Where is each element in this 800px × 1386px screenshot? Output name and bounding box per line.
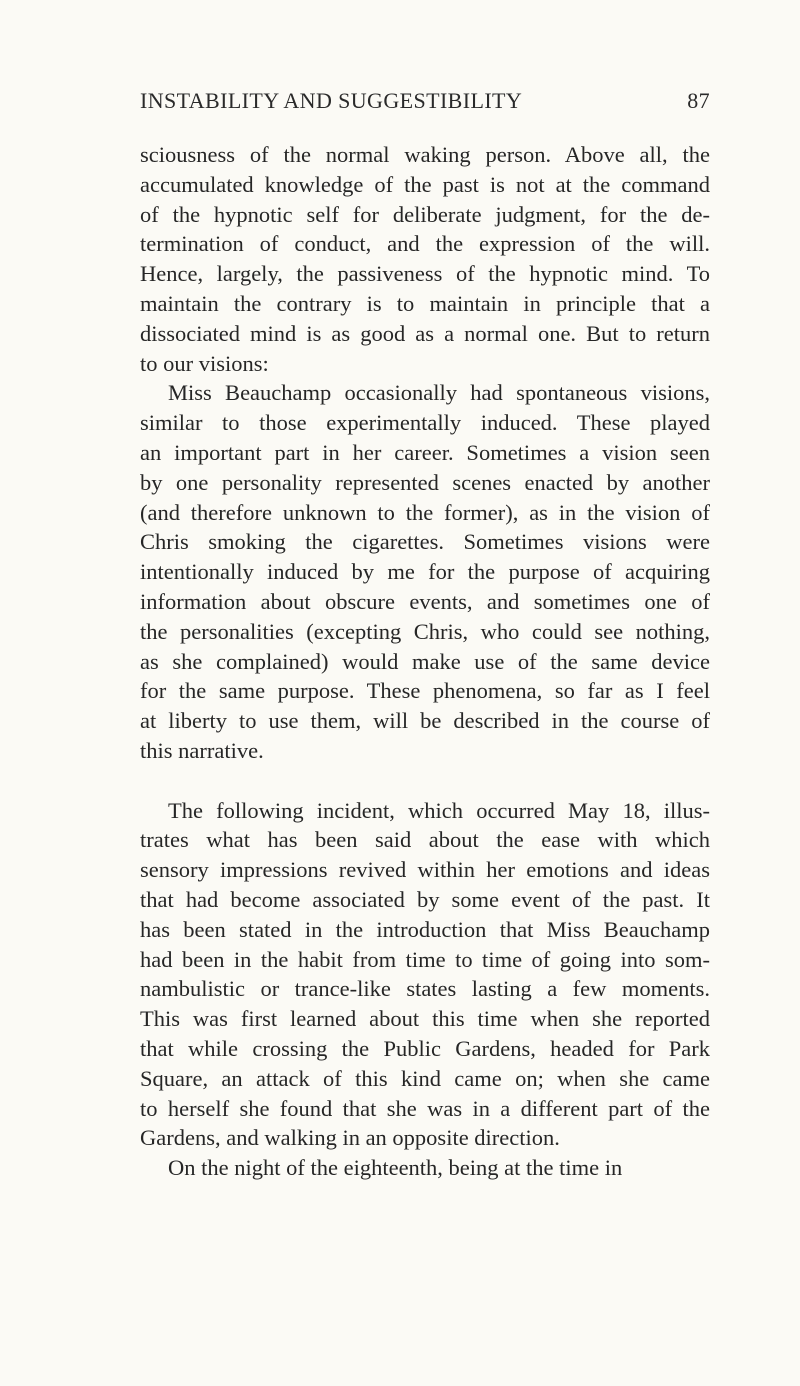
paragraph-gap bbox=[140, 766, 710, 796]
paragraph bbox=[140, 140, 710, 378]
body-text bbox=[140, 140, 710, 1183]
text-line: at liberty to use them, will be described in the course of bbox=[140, 708, 710, 734]
text-line: to our visions: bbox=[140, 350, 269, 376]
text-line: Miss Beauchamp occasionally had spontaneous visions, bbox=[168, 380, 710, 406]
text-line: sensory impressions revived within her emotions and ideas bbox=[140, 857, 710, 883]
text-line: that while crossing the Public Gardens, headed for Park bbox=[140, 1035, 710, 1061]
text-line: had been in the habit from time to time of going into som- bbox=[140, 946, 710, 972]
text-line: Square, an attack of this kind came on; when she came bbox=[140, 1065, 710, 1091]
text-line: accumulated knowledge of the past is not at the command bbox=[140, 171, 710, 197]
text-line: as she complained) would make use of the same device bbox=[140, 648, 710, 674]
paragraph bbox=[140, 796, 710, 1154]
text-line: similar to those experimentally induced. These played bbox=[140, 410, 710, 436]
text-line: The following incident, which occurred May 18, illus- bbox=[168, 797, 710, 823]
paragraph bbox=[140, 378, 710, 765]
text-line: (and therefore unknown to the former), as in the vision of bbox=[140, 499, 710, 525]
text-line: the personalities (excepting Chris, who could see nothing, bbox=[140, 618, 710, 644]
text-line: this narrative. bbox=[140, 737, 264, 763]
page-number: 87 bbox=[687, 88, 710, 113]
text-line: intentionally induced by me for the purpose of acquiring bbox=[140, 559, 710, 585]
text-line: for the same purpose. These phenomena, so far as I feel bbox=[140, 678, 710, 704]
text-line: sciousness of the normal waking person. Above all, the bbox=[140, 142, 710, 167]
text-line: an important part in her career. Sometimes a vision seen bbox=[140, 439, 710, 465]
paragraph bbox=[140, 1153, 710, 1183]
running-head bbox=[140, 88, 710, 118]
text-line: nambulistic or trance-like states lasting a few moments. bbox=[140, 976, 710, 1002]
text-line: information about obscure events, and sometimes one of bbox=[140, 588, 710, 614]
text-line: On the night of the eighteenth, being at the time in bbox=[168, 1155, 623, 1181]
text-line: to herself she found that she was in a different part of the bbox=[140, 1095, 710, 1121]
text-line: that had become associated by some event of the past. It bbox=[140, 886, 710, 912]
text-line: Gardens, and walking in an opposite direction. bbox=[140, 1125, 560, 1151]
text-line: trates what has been said about the ease with which bbox=[140, 827, 710, 853]
text-line: Hence, largely, the passiveness of the hypnotic mind. To bbox=[140, 261, 710, 287]
text-line: Chris smoking the cigarettes. Sometimes visions were bbox=[140, 529, 710, 555]
text-line: dissociated mind is as good as a normal one. But to return bbox=[140, 320, 710, 346]
running-head-title: INSTABILITY AND SUGGESTIBILITY bbox=[140, 88, 523, 113]
text-line: by one personality represented scenes enacted by another bbox=[140, 469, 710, 495]
text-line: has been stated in the introduction that Miss Beauchamp bbox=[140, 916, 710, 942]
text-line: This was first learned about this time when she reported bbox=[140, 1006, 710, 1032]
text-line: maintain the contrary is to maintain in principle that a bbox=[140, 290, 710, 316]
text-line: of the hypnotic self for deliberate judgment, for the de- bbox=[140, 201, 710, 227]
text-line: termination of conduct, and the expression of the will. bbox=[140, 231, 710, 257]
